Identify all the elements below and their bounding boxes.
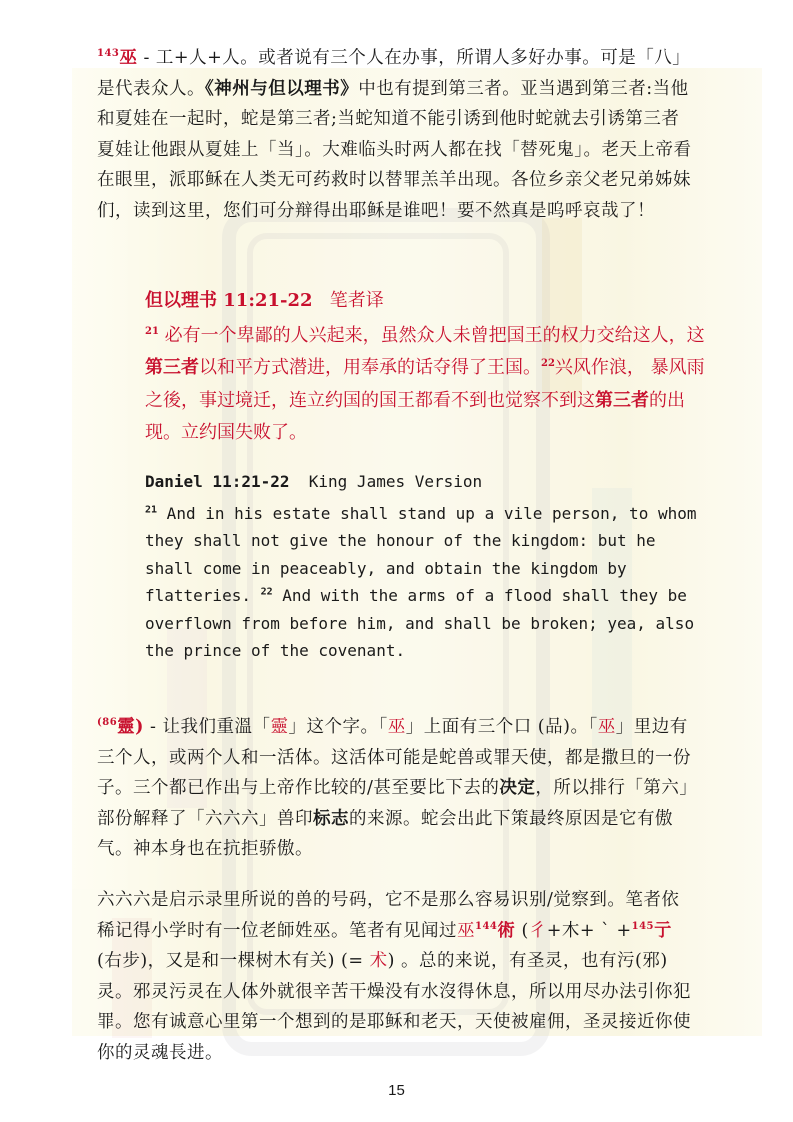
daniel-chinese-quote — [145, 285, 705, 450]
verse-text: 必有一个卑鄙的人兴起来，虽然众人未曾把国王的权力交给这人，这 — [158, 324, 705, 346]
footnote-marker: 143 — [97, 48, 120, 60]
footnote-text: - 让我们重溫「 — [143, 717, 271, 737]
verse-text: And with the arms of a flood shall they be overflown from before him, and shall be broken; yea, also the prince of the covenant. — [145, 586, 695, 660]
footnote-86 — [97, 712, 697, 865]
red-char: 术 — [369, 951, 388, 971]
daniel-english-quote — [145, 468, 705, 665]
body-text: (右步)，又是和一棵树木有关) (= — [97, 951, 370, 971]
footnote-marker: 145 — [631, 920, 655, 932]
verse-number: 21 — [145, 325, 159, 337]
footnote-text: 」里边有三个人，或两个人和一活体。这活体可能是蛇兽或罪天使，都是撒旦的一份子。三个都已作出与上帝作比较的/甚至要比下去的 — [97, 717, 691, 798]
footnote-char: 巫 — [119, 48, 138, 68]
highlight-third-person: 第三者 — [145, 357, 199, 378]
red-char: 亍 — [654, 920, 673, 941]
red-char: 術 — [497, 920, 516, 941]
footnote-text: 」上面有三个口 (品)。「 — [405, 717, 598, 737]
body-text: +木+ ` + — [546, 920, 632, 941]
verse-text: And in his estate shall stand up a vile person, to whom they shall not give the honour of the kingdom: but he shall come in peaceably, and obtain the kingdom by flatteries. — [145, 503, 697, 605]
body-text: 六六六是启示录里所说的兽的号码，它不是那么容易识别/觉察到。笔者依稀记得小学时有一位老師姓巫。笔者有见闻过 — [97, 890, 680, 941]
verse-text: 以和平方式潜进，用奉承的话夺得了王国。 — [199, 357, 541, 378]
quoted-char: 巫 — [597, 717, 616, 737]
footnote-marker: (86 — [97, 717, 118, 729]
quoted-char: 巫 — [387, 717, 406, 737]
paragraph-666 — [97, 885, 697, 1068]
emphasis-text: 标志 — [313, 808, 349, 829]
body-text: ( — [515, 920, 529, 941]
verse-text: 的出现。立约国失败了。 — [145, 389, 685, 443]
emphasis-text: 决定 — [499, 778, 536, 798]
footnote-marker: 144 — [475, 920, 498, 932]
footnote-char: 靈) — [117, 717, 144, 737]
verse-text: 兴风作浪， 暴风雨之後，事过境迁，连立约国的国王都看不到也觉察不到这 — [145, 357, 705, 411]
footnote-143 — [97, 43, 697, 226]
quote-title: 但以理书 11:21-22 — [145, 290, 313, 311]
footnote-text: 」这个字。「 — [288, 717, 388, 737]
page-number: 15 — [388, 1082, 405, 1099]
quoted-char: 靈 — [270, 717, 289, 737]
book-title: 《神州与但以理书》 — [205, 78, 359, 99]
footnote-text: 的来源。蛇会出此下策最终原因是它有傲气。神本身也在抗拒骄傲。 — [97, 808, 673, 859]
body-text: ) 。总的来说，有圣灵，也有污(邪)灵。邪灵污灵在人体外就很辛苦干燥没有水沒得休息，所以用尽办法引你犯罪。您有诚意心里第一个想到的是耶稣和老天，天使被雇佣，圣灵接近你使你的灵魂長进。 — [97, 951, 691, 1063]
footnote-text: 中也有提到第三者。亚当遇到第三者:当他和夏娃在一起时，蛇是第三者;当蛇知道不能引诱到他时蛇就去引诱第三者夏娃让他跟从夏娃上「当」。大难临头时两人都在找「替死鬼」。老天上帝看在眼里，派耶稣在人类无可药救时以替罪羔羊出现。各位乡亲父老兄弟姊妹们，读到这里，您们可分辩得出耶稣是谁吧！要不然真是呜呼哀哉了！ — [97, 78, 692, 221]
highlight-third-person: 第三者 — [595, 389, 649, 411]
quote-translator: 笔者译 — [329, 290, 384, 311]
verse-number: 21 — [145, 504, 158, 516]
verse-number: 22 — [260, 586, 273, 598]
quote-title: Daniel 11:21-22 — [145, 472, 290, 491]
verse-number: 22 — [541, 358, 555, 369]
quote-version: King James Version — [308, 472, 483, 491]
footnote-text: ，所以排行「第六」部份解释了「六六六」兽印 — [97, 778, 689, 829]
footnote-text: - 工+人+人。或者说有三个人在办事，所谓人多好办事。可是「八」是代表众人。 — [97, 48, 691, 99]
red-char: 巫 — [457, 920, 475, 941]
red-char: 彳 — [528, 920, 547, 941]
